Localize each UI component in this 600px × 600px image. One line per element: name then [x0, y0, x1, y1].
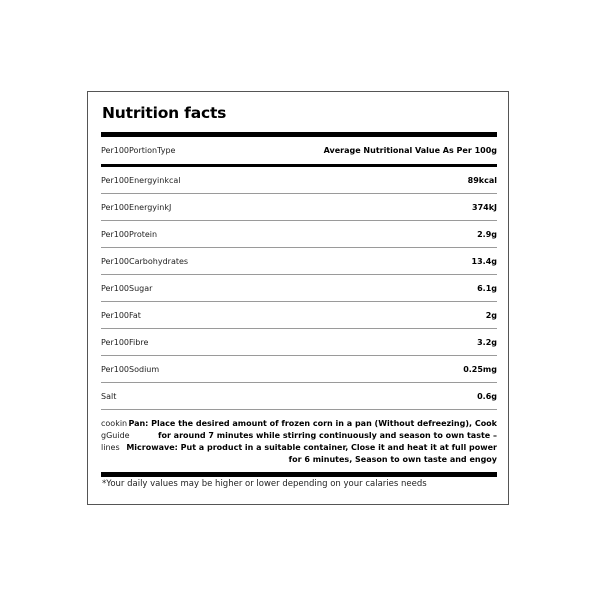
cooking-guidelines-text: Pan: Place the desired amount of frozen corn in a pan (Without defreezing), Cook for around 7 minutes while stirring continuously and season to own taste – Microwave: Put a product in a suitable container, Close it and heat it at full power for 6 minutes, Season to own taste and engoy [126, 419, 497, 464]
nutrient-row-sugar [101, 275, 497, 302]
nutrient-value: 89kcal [467, 175, 497, 185]
nutrient-label: Per100Carbohydrates [101, 256, 189, 266]
nutrient-label: Per100EnergyinkJ [101, 202, 172, 212]
portion-type-value: Average Nutritional Value As Per 100g [323, 146, 497, 155]
nutrient-value: 0.6g [477, 391, 497, 401]
nutrient-label: Per100Energyinkcal [101, 175, 181, 185]
card-title: Nutrition facts [102, 104, 227, 122]
nutrient-row-protein [101, 221, 497, 248]
nutrient-row-carbohydrates [101, 248, 497, 275]
nutrient-value: 374kJ [472, 202, 497, 212]
cooking-guidelines-label: cookingGuidelines [101, 419, 130, 452]
nutrient-row-energy-kj [101, 194, 497, 221]
nutrient-label: Per100Fibre [101, 337, 149, 347]
cooking-guidelines-row [101, 414, 497, 466]
nutrient-label: Per100Sodium [101, 364, 160, 374]
nutrient-value: 13.4g [471, 256, 497, 266]
nutrient-value: 6.1g [477, 283, 497, 293]
nutrient-row-fat [101, 302, 497, 329]
nutrient-value: 2g [485, 310, 497, 320]
nutrient-label: Salt [101, 391, 117, 401]
portion-type-label: Per100PortionType [101, 146, 176, 155]
daily-values-footnote: *Your daily values may be higher or lower depending on your calaries needs [102, 479, 427, 489]
nutrient-label: Per100Sugar [101, 283, 153, 293]
nutrient-row-salt [101, 383, 497, 410]
nutrient-label: Per100Protein [101, 229, 158, 239]
nutrient-row-fibre [101, 329, 497, 356]
nutrient-row-sodium [101, 356, 497, 383]
nutrient-value: 0.25mg [463, 364, 497, 374]
portion-type-row [101, 137, 497, 164]
bottom-divider [101, 472, 497, 477]
nutrient-label: Per100Fat [101, 310, 141, 320]
nutrient-value: 2.9g [477, 229, 497, 239]
nutrient-row-energy-kcal [101, 167, 497, 194]
nutrition-facts-card [87, 91, 509, 505]
nutrient-value: 3.2g [477, 337, 497, 347]
